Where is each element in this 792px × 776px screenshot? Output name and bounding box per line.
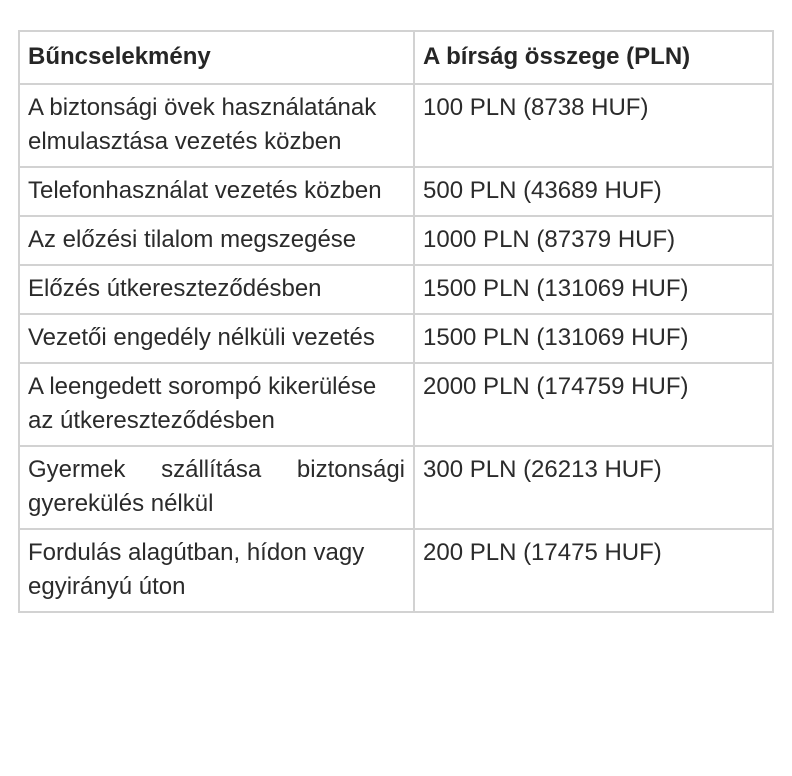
fine-cell: 1000 PLN (87379 HUF) [414,216,773,265]
offense-cell: Az előzési tilalom megszegése [19,216,414,265]
fine-cell: 300 PLN (26213 HUF) [414,446,773,529]
fine-cell: 100 PLN (8738 HUF) [414,84,773,167]
offense-cell: Előzés útkereszteződésben [19,265,414,314]
table-row [19,363,773,446]
table-row [19,314,773,363]
offense-cell: Fordulás alagútban, hídon vagy egyirányú úton [19,529,414,612]
fines-table-container [18,30,772,613]
table-row [19,84,773,167]
fine-cell: 500 PLN (43689 HUF) [414,167,773,216]
fine-cell: 200 PLN (17475 HUF) [414,529,773,612]
table-row [19,446,773,529]
fine-cell: 2000 PLN (174759 HUF) [414,363,773,446]
table-row [19,216,773,265]
offense-cell: Gyermek szállítása biztonsági gyerekülés nélkül [19,446,414,529]
header-offense: Bűncselekmény [19,31,414,84]
fine-cell: 1500 PLN (131069 HUF) [414,265,773,314]
fine-cell: 1500 PLN (131069 HUF) [414,314,773,363]
offense-cell: Vezetői engedély nélküli vezetés [19,314,414,363]
table-row [19,167,773,216]
table-row [19,529,773,612]
offense-cell: A leengedett sorompó kikerülése az útkereszteződésben [19,363,414,446]
header-fine-amount: A bírság összege (PLN) [414,31,773,84]
fines-table [18,30,774,613]
table-row [19,265,773,314]
offense-cell: Telefonhasználat vezetés közben [19,167,414,216]
offense-cell: A biztonsági övek használatának elmulasztása vezetés közben [19,84,414,167]
table-header-row [19,31,773,84]
